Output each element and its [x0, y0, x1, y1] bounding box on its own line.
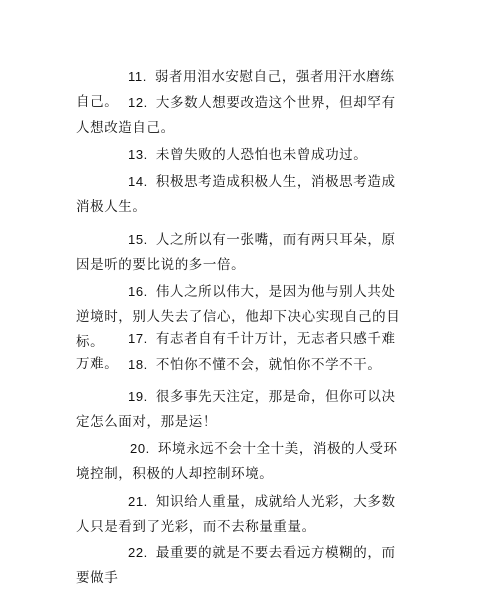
quote-number: 19. [128, 389, 148, 404]
quote-22 [76, 540, 406, 586]
quote-text: 人之所以有一张嘴，而有两只耳朵，原因是听的要比说的多一倍。 [76, 232, 396, 273]
quote-18 [76, 352, 406, 378]
quote-text: 有志者自有千计万计，无志者只感千难万难。 [76, 331, 396, 372]
quote-number: 15. [128, 232, 148, 247]
quote-number: 22. [128, 545, 148, 560]
quote-20 [76, 436, 406, 487]
quote-text: 大多数人想要改造这个世界，但却罕有人想改造自己。 [76, 95, 396, 136]
quote-12 [76, 90, 406, 141]
quote-number: 16. [128, 284, 148, 299]
quote-number: 20. [130, 441, 150, 456]
quote-number: 17. [128, 331, 148, 346]
quote-number: 13. [128, 147, 148, 162]
quote-text: 知识给人重量，成就给人光彩，大多数人只是看到了光彩，而不去称量重量。 [76, 494, 396, 535]
quote-21 [76, 489, 406, 540]
quote-text: 最重要的就是不要去看远方模糊的，而要做手 [76, 545, 396, 586]
quote-text: 未曾失败的人恐怕也未曾成功过。 [155, 147, 368, 163]
quote-number: 12. [128, 95, 148, 110]
quote-number: 14. [128, 174, 148, 189]
quote-14 [76, 169, 406, 220]
quote-text: 伟人之所以伟大，是因为他与别人共处逆境时，别人失去了信心，他却下决心实现自己的目标。 [76, 284, 401, 350]
quote-text: 很多事先天注定，那是命，但你可以决定怎么面对，那是运！ [76, 389, 396, 430]
quote-text: 弱者用泪水安慰自己，强者用汗水磨练自己。 [76, 69, 395, 110]
quote-15 [76, 227, 406, 278]
quote-19 [76, 384, 406, 435]
quote-number: 11. [128, 69, 147, 84]
quote-text: 不怕你不懂不会，就怕你不学不干。 [155, 357, 382, 373]
quote-number: 21. [128, 494, 148, 509]
quote-text: 环境永远不会十全十美，消极的人受环境控制，积极的人却控制环境。 [76, 441, 398, 482]
quote-13 [76, 142, 406, 168]
quote-text: 积极思考造成积极人生，消极思考造成消极人生。 [76, 174, 396, 215]
quote-number: 18. [128, 357, 148, 372]
